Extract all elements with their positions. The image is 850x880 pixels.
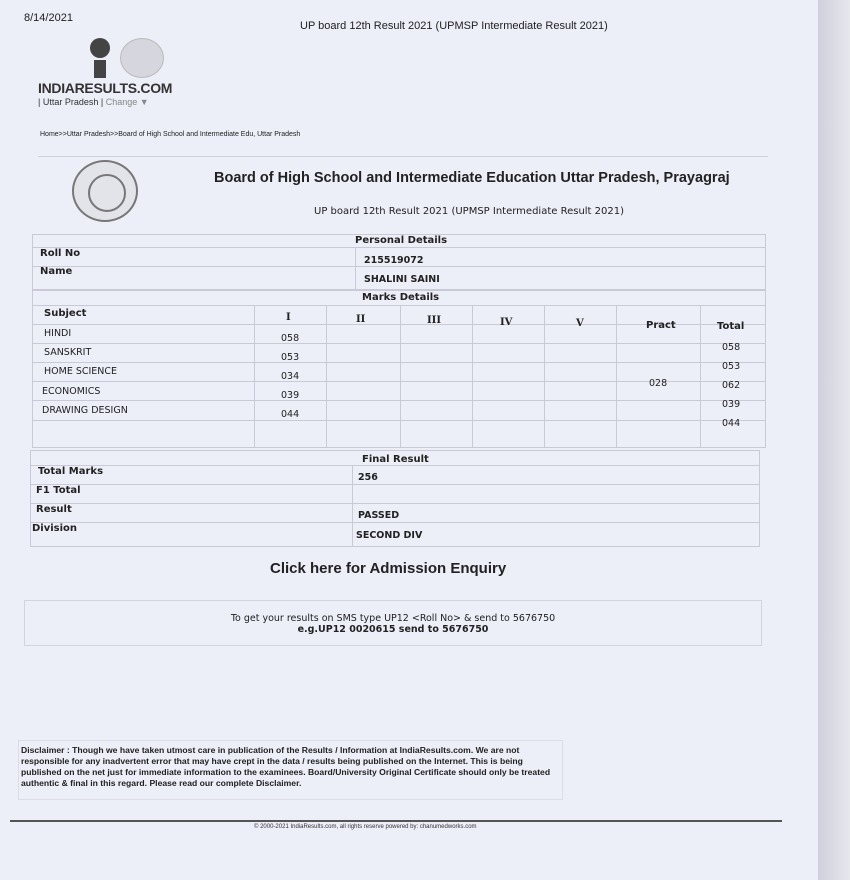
row-line xyxy=(32,343,766,344)
col-line xyxy=(352,465,353,547)
mark-total: 058 xyxy=(722,342,741,353)
name-label: Name xyxy=(40,266,73,277)
mark-pract: 028 xyxy=(649,378,668,389)
col-header-v: V xyxy=(576,318,584,329)
row-line xyxy=(32,247,766,248)
final-result-header: Final Result xyxy=(362,454,429,465)
subject-name: HINDI xyxy=(44,328,72,339)
col-header-i: I xyxy=(286,312,291,323)
marks-details-box xyxy=(32,290,766,448)
row-line xyxy=(30,465,760,466)
roll-no-value: 215519072 xyxy=(364,255,424,266)
mark-total: 039 xyxy=(722,399,741,410)
col-line xyxy=(355,247,356,290)
subject-name: SANSKRIT xyxy=(44,347,92,358)
division-value: SECOND DIV xyxy=(356,530,423,541)
emblem-ring xyxy=(88,174,126,212)
print-date: 8/14/2021 xyxy=(24,12,73,24)
col-line xyxy=(616,305,617,448)
col-line xyxy=(544,305,545,448)
row-line xyxy=(32,420,766,421)
print-title: UP board 12th Result 2021 (UPMSP Intermediate Result 2021) xyxy=(300,20,608,32)
col-line xyxy=(400,305,401,448)
col-line xyxy=(472,305,473,448)
col-line xyxy=(700,305,701,448)
mark-i: 044 xyxy=(281,409,300,420)
personal-details-header: Personal Details xyxy=(355,235,448,246)
subject-name: HOME SCIENCE xyxy=(44,366,118,377)
site-logo[interactable] xyxy=(38,36,178,116)
mark-total: 053 xyxy=(722,361,741,372)
row-line xyxy=(30,522,760,523)
change-state-link[interactable]: Change ▼ xyxy=(105,97,149,107)
logo-stem-icon xyxy=(94,60,106,78)
col-line xyxy=(326,305,327,448)
subject-name: DRAWING DESIGN xyxy=(42,405,128,416)
board-emblem-icon xyxy=(72,160,138,222)
name-value: SHALINI SAINI xyxy=(364,274,440,285)
f1-total-label: F1 Total xyxy=(36,485,81,496)
scan-edge xyxy=(818,0,850,880)
col-header-total: Total xyxy=(717,321,745,332)
board-title: Board of High School and Intermediate Education Uttar Pradesh, Prayagraj xyxy=(214,170,730,186)
sms-line-1: To get your results on SMS type UP12 <Roll No> & send to 5676750 xyxy=(230,613,556,624)
logo-text: INDIARESULTS.COM xyxy=(38,80,173,96)
mark-i: 039 xyxy=(281,390,300,401)
row-line xyxy=(32,362,766,363)
footer-copyright: © 2000-2021 IndiaResults.com, all rights reserve powered by: chanumedworks.com xyxy=(254,824,477,830)
footer-divider xyxy=(10,820,782,822)
result-value: PASSED xyxy=(358,510,400,521)
board-subtitle: UP board 12th Result 2021 (UPMSP Intermediate Result 2021) xyxy=(314,206,625,217)
row-line xyxy=(32,400,766,401)
disclaimer-text: Disclaimer : Though we have taken utmost care in publication of the Results / Information at IndiaResults.com. We are not responsible for any inadvertent error that may have crept in the data / results being published on the Internet. This is being published on the net just for immediate information to the examinees. Board/University Original Certificate should only be treated authentic & final in this regard. Please read our complete Disclaimer. xyxy=(18,740,563,800)
roll-no-label: Roll No xyxy=(40,248,81,259)
mark-i: 034 xyxy=(281,371,300,382)
mark-total: 062 xyxy=(722,380,741,391)
logo-state-line xyxy=(38,97,149,107)
col-line xyxy=(254,305,255,448)
col-header-pract: Pract xyxy=(646,320,676,331)
row-line xyxy=(32,266,766,267)
total-marks-value: 256 xyxy=(358,472,378,483)
logo-seal-icon xyxy=(120,38,164,78)
sms-line-2: e.g.UP12 0020615 send to 5676750 xyxy=(297,624,489,635)
subject-name: ECONOMICS xyxy=(42,386,101,397)
marks-details-header: Marks Details xyxy=(362,292,440,303)
col-header-iv: IV xyxy=(500,317,513,328)
col-header-subject: Subject xyxy=(44,308,87,319)
row-line xyxy=(30,484,760,485)
result-label: Result xyxy=(36,504,72,515)
mark-i: 058 xyxy=(281,333,300,344)
col-header-ii: II xyxy=(356,314,366,325)
sms-info-box xyxy=(24,600,762,646)
mark-i: 053 xyxy=(281,352,300,363)
mark-total: 044 xyxy=(722,418,741,429)
division-label: Division xyxy=(32,523,78,534)
logo-person-icon xyxy=(90,38,110,58)
breadcrumb[interactable]: Home>>Uttar Pradesh>>Board of High School and Intermediate Edu, Uttar Pradesh xyxy=(40,131,301,138)
row-line xyxy=(30,503,760,504)
divider xyxy=(38,156,768,157)
row-line xyxy=(32,305,766,306)
logo-state: | Uttar Pradesh | xyxy=(38,97,104,107)
col-header-iii: III xyxy=(427,315,442,326)
total-marks-label: Total Marks xyxy=(38,466,104,477)
admission-enquiry-link[interactable]: Click here for Admission Enquiry xyxy=(270,560,507,577)
